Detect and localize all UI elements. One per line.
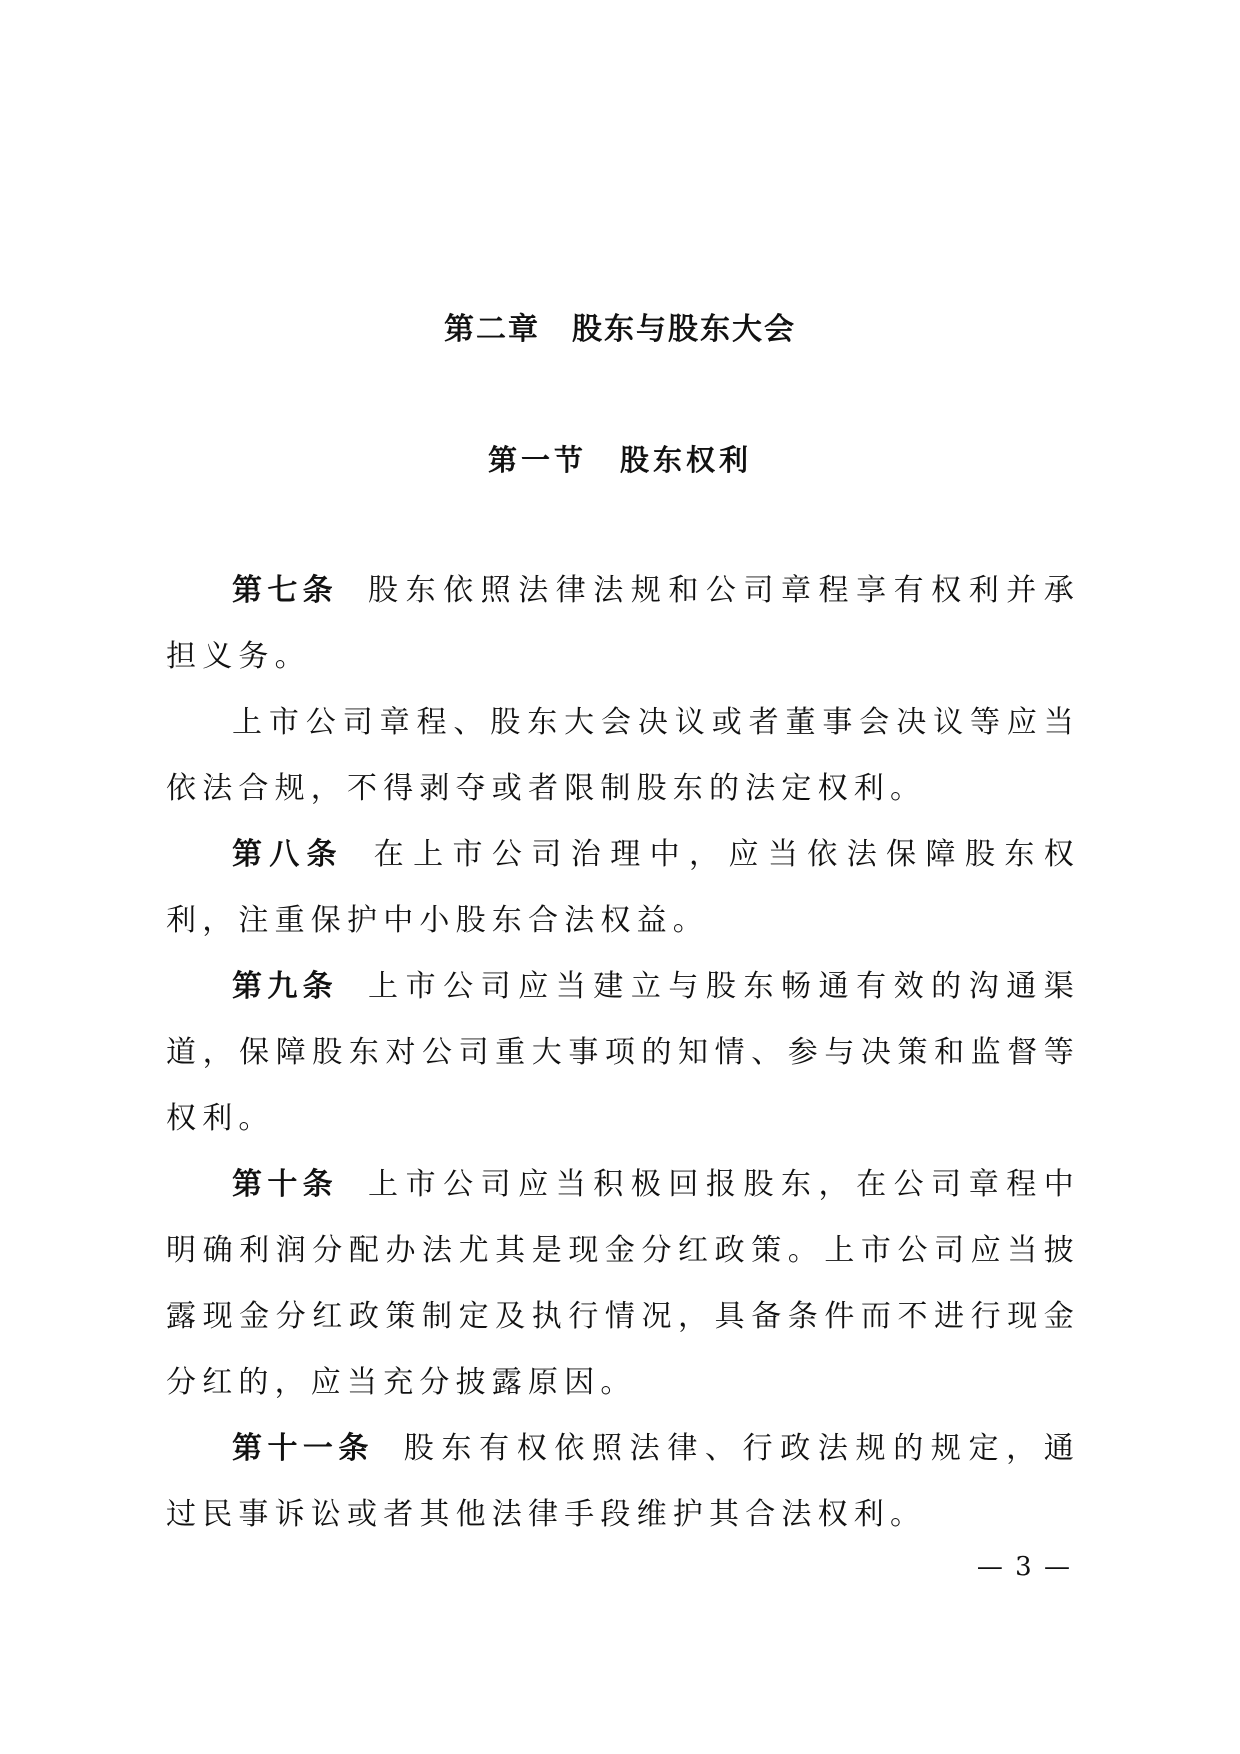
- article-7: [166, 558, 1080, 690]
- article-9: [166, 954, 1080, 1152]
- article-label: 第九条: [232, 969, 339, 1004]
- article-label: 第八条: [232, 837, 344, 872]
- article-text: 上市公司章程、股东大会决议或者董事会决议等应当依法合规，不得剥夺或者限制股东的法定权利。: [166, 705, 1080, 806]
- document-body: [166, 558, 1080, 1548]
- article-8: [166, 822, 1080, 954]
- article-label: 第十一条: [232, 1431, 374, 1466]
- article-label: 第七条: [232, 573, 339, 608]
- article-text: 上市公司应当建立与股东畅通有效的沟通渠道，保障股东对公司重大事项的知情、参与决策和监督等权利。: [166, 969, 1080, 1136]
- article-text: 上市公司应当积极回报股东，在公司章程中明确利润分配办法尤其是现金分红政策。上市公司应当披露现金分红政策制定及执行情况，具备条件而不进行现金分红的，应当充分披露原因。: [166, 1167, 1080, 1400]
- article-text: 股东有权依照法律、行政法规的规定，通过民事诉讼或者其他法律手段维护其合法权利。: [166, 1431, 1080, 1532]
- section-title: 第一节 股东权利: [487, 443, 752, 477]
- article-label: 第十条: [232, 1167, 339, 1202]
- article-7-paragraph-2: [166, 690, 1080, 822]
- chapter-title: 第二章 股东与股东大会: [444, 312, 796, 347]
- article-11: [166, 1416, 1080, 1548]
- article-text: 在上市公司治理中，应当依法保障股东权利，注重保护中小股东合法权益。: [166, 837, 1081, 938]
- article-text: 股东依照法律法规和公司章程享有权利并承担义务。: [166, 573, 1080, 674]
- article-10: [166, 1152, 1080, 1416]
- page-number: — 3 —: [976, 1552, 1072, 1582]
